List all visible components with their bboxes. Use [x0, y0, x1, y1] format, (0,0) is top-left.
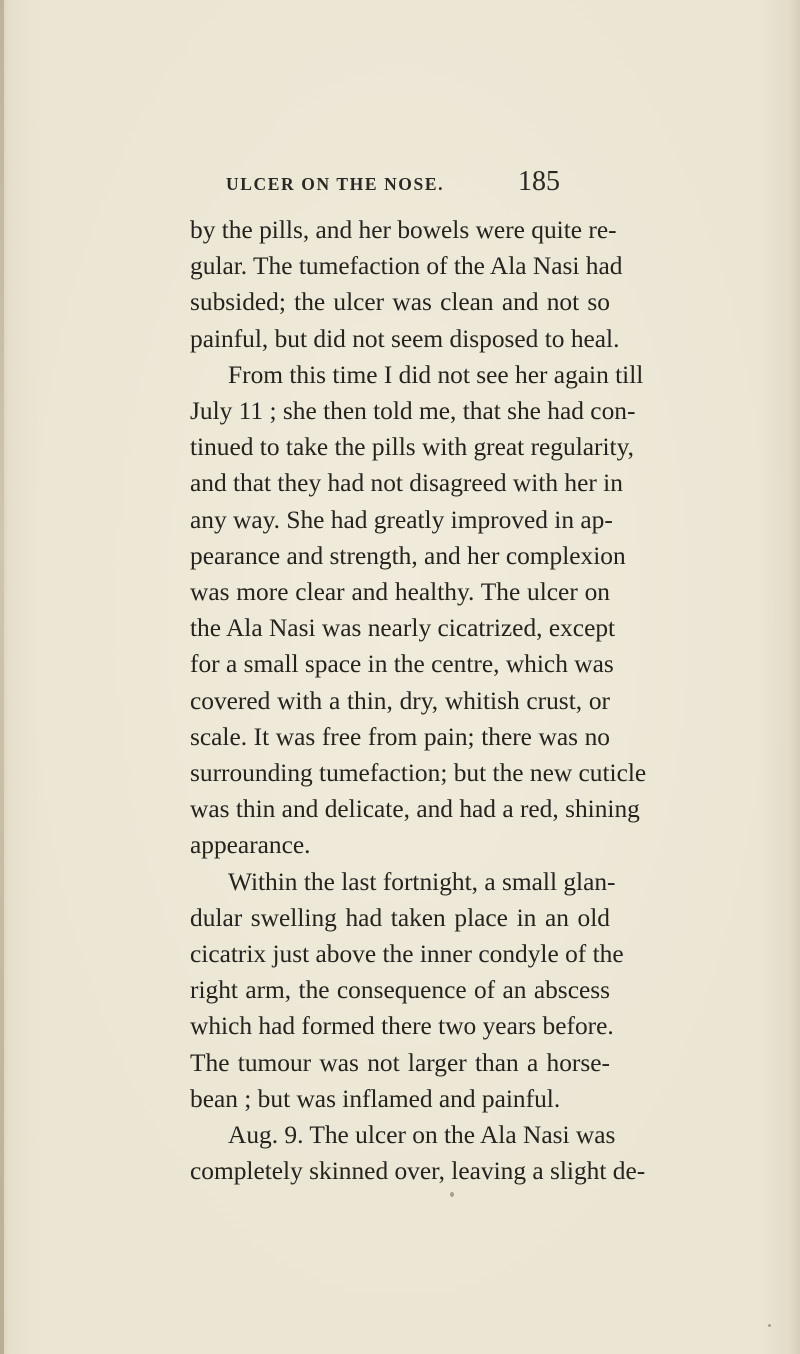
text-line: Aug. 9. The ulcer on the Ala Nasi was — [228, 1121, 616, 1150]
text-line: scale. It was free from pain; there was no — [190, 722, 610, 751]
text-line: dular swelling had taken place in an old — [190, 903, 610, 932]
paper-speck — [450, 1192, 454, 1197]
text-line: and that they had not disagreed with her in — [190, 469, 623, 498]
text-line: cicatrix just above the inner condyle of the — [190, 940, 624, 969]
text-line: completely skinned over, leaving a slight de- — [190, 1157, 646, 1186]
text-line: for a small space in the centre, which was — [190, 650, 614, 679]
page-header — [0, 166, 800, 200]
text-line: The tumour was not larger than a horse- — [190, 1048, 610, 1077]
body-text — [190, 212, 647, 1189]
text-line: appearance. — [190, 831, 311, 860]
text-line: bean ; but was inflamed and painful. — [190, 1084, 561, 1113]
text-line: tinued to take the pills with great regularity, — [190, 433, 634, 462]
text-line: which had formed there two years before. — [190, 1012, 614, 1041]
paper-speck — [768, 1324, 771, 1327]
text-line: was more clear and healthy. The ulcer on — [190, 578, 610, 607]
text-line: was thin and delicate, and had a red, shining — [190, 795, 640, 824]
text-line: right arm, the consequence of an abscess — [190, 976, 610, 1005]
text-line: pearance and strength, and her complexion — [190, 541, 626, 570]
text-line: gular. The tumefaction of the Ala Nasi had — [190, 252, 623, 281]
running-title: ULCER ON THE NOSE. — [226, 174, 445, 194]
text-line: surrounding tumefaction; but the new cuticle — [190, 759, 647, 788]
text-line: From this time I did not see her again till — [228, 360, 644, 389]
text-line: Within the last fortnight, a small glan- — [228, 867, 616, 896]
text-line: covered with a thin, dry, whitish crust, or — [190, 686, 610, 715]
text-line: by the pills, and her bowels were quite re- — [190, 216, 617, 244]
page-number: 185 — [518, 166, 560, 197]
text-line: subsided; the ulcer was clean and not so — [190, 288, 610, 317]
text-line: the Ala Nasi was nearly cicatrized, except — [190, 614, 616, 643]
text-line: any way. She had greatly improved in ap- — [190, 505, 613, 534]
text-line: July 11 ; she then told me, that she had con- — [190, 397, 636, 426]
text-line: painful, but did not seem disposed to heal. — [190, 324, 620, 353]
page-binding-edge — [0, 0, 4, 1354]
